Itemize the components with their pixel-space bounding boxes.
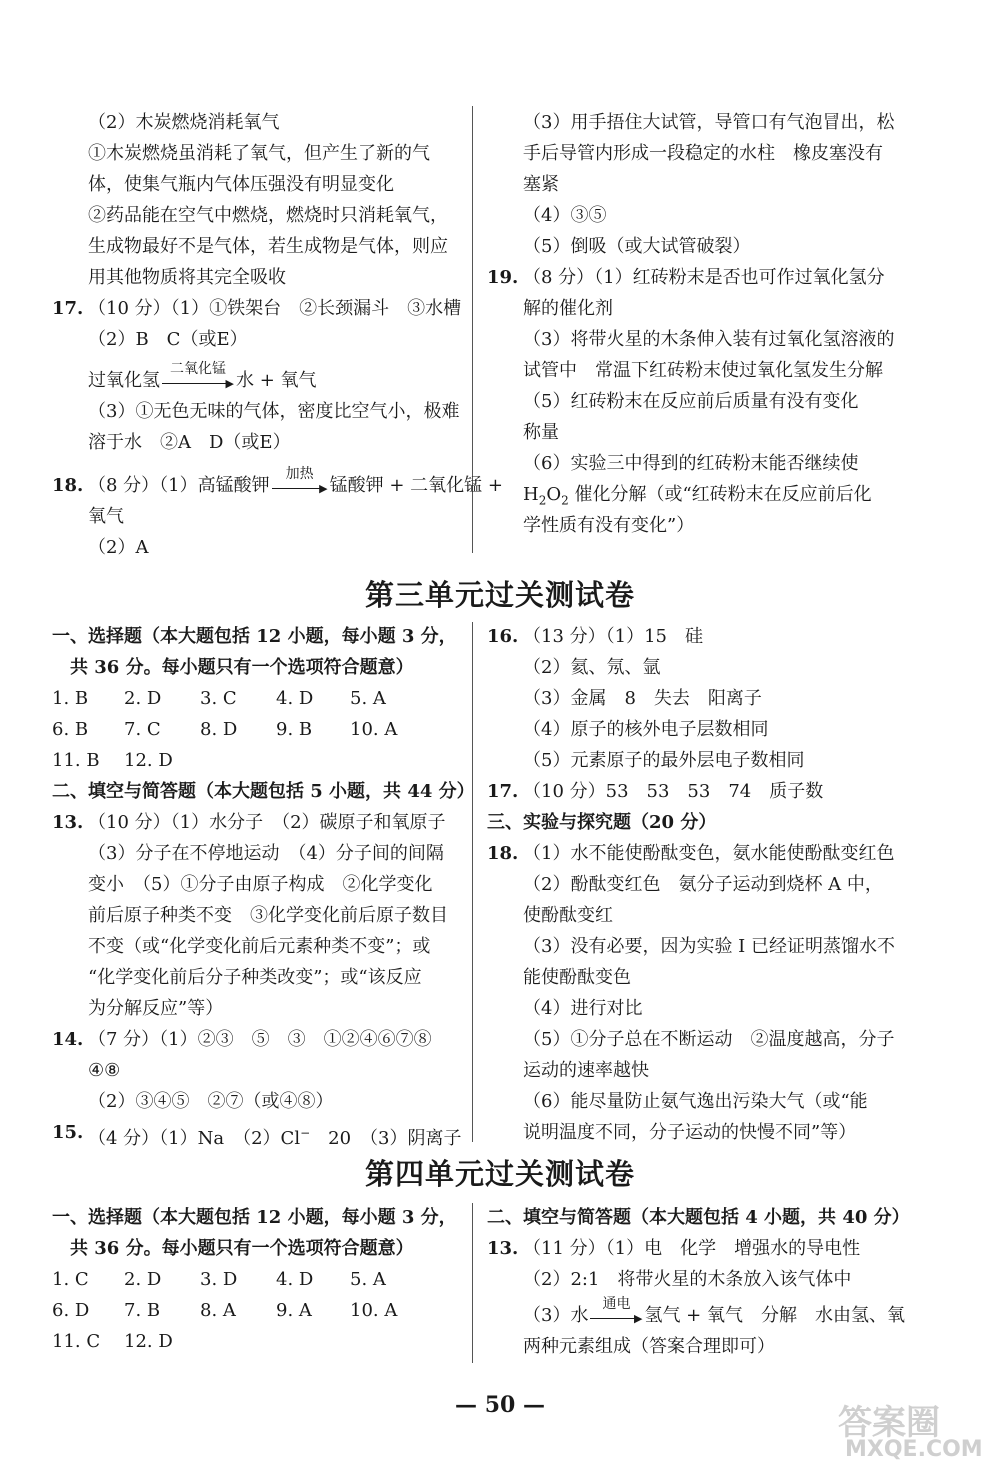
reaction-condition: 加热: [285, 466, 314, 482]
text-line: 生成物最好不是气体，若生成物是气体，则应: [88, 236, 448, 257]
text-line: （2）A: [88, 537, 149, 558]
text-line: （6）实验三中得到的红砖粉末能否继续使: [523, 453, 859, 474]
text-line: （2）2:1 将带火星的木条放入该气体中: [523, 1269, 852, 1290]
watermark-text: 答案圈: [838, 1403, 940, 1443]
answer: 5. A: [350, 1269, 386, 1290]
text-line: 塞紧: [523, 174, 559, 195]
formula-line: [523, 484, 872, 512]
text-line: （2）③④⑤ ②⑦（或④⑧）: [88, 1091, 334, 1112]
answer: 4. D: [276, 688, 314, 709]
text-line: （4）原子的核外电子层数相同: [523, 719, 769, 740]
page-number: — 50 —: [455, 1392, 545, 1418]
text-line: [88, 1122, 462, 1150]
text-line: 说明温度不同，分子运动的快慢不同”等）: [523, 1122, 857, 1143]
text-line: （10 分）（1）水分子 （2）碳原子和氧原子: [88, 812, 446, 833]
products: 锰酸钾 + 二氧化锰 +: [329, 475, 503, 496]
answer: 11. B: [52, 750, 100, 771]
answer: 4. D: [276, 1269, 314, 1290]
answer: 7. C: [124, 719, 161, 740]
text-line: （4）③⑤: [523, 205, 607, 226]
answer: 2. D: [124, 1269, 162, 1290]
reaction-arrow: 二氧化锰 ▶: [160, 370, 236, 392]
text-line: 前后原子种类不变 ③化学变化前后原子数目: [88, 905, 448, 926]
text-line: （5）红砖粉末在反应前后质量有没有变化: [523, 391, 859, 412]
text-line: 溶于水 ②A D（或E）: [88, 432, 291, 453]
section-heading: 一、选择题（本大题包括 12 小题，每小题 3 分，: [52, 1207, 457, 1228]
text-part: （4 分）（1）Na （2）Cl: [88, 1128, 301, 1149]
text-line: （1）水不能使酚酞变色，氨水能使酚酞变红色: [523, 843, 895, 864]
question-number: 14.: [52, 1029, 84, 1050]
reaction-arrow: 通电 ▶: [588, 1305, 644, 1327]
answer: 11. C: [52, 1331, 101, 1352]
reactant: （3）水: [523, 1305, 589, 1326]
text-part: 20 （3）阴离子: [310, 1128, 462, 1149]
answer: 1. B: [52, 688, 89, 709]
formula-h: H: [523, 484, 539, 505]
question-number: 17.: [52, 298, 84, 319]
text-line: （7 分）（1）②③ ⑤ ③ ①②④⑥⑦⑧: [88, 1029, 432, 1050]
text-line: （3）分子在不停地运动 （4）分子间的间隔: [88, 843, 444, 864]
subscript: 2: [561, 493, 569, 508]
text-line: （13 分）（1）15 硅: [523, 626, 703, 647]
answer: 2. D: [124, 688, 162, 709]
reactant: 过氧化氢: [88, 370, 160, 391]
section-heading: 二、填空与简答题（本大题包括 4 小题，共 40 分）: [487, 1207, 910, 1228]
section-heading: 二、填空与简答题（本大题包括 5 小题，共 44 分）: [52, 781, 475, 802]
unit3-title: 第三单元过关测试卷: [364, 578, 635, 612]
text-line: ②药品能在空气中燃烧，燃烧时只消耗氧气，: [88, 205, 448, 226]
section-heading: 一、选择题（本大题包括 12 小题，每小题 3 分，: [52, 626, 457, 647]
text-line: （4）进行对比: [523, 998, 643, 1019]
answer: 9. A: [276, 1300, 312, 1321]
formula-text: 催化分解（或“红砖粉末在反应前后化: [568, 484, 872, 505]
text-line: （6）能尽量防止氨气逸出污染大气（或“能: [523, 1091, 868, 1112]
equation-prefix: （8 分）（1）高锰酸钾: [88, 475, 270, 496]
text-line: （2）木炭燃烧消耗氧气: [88, 112, 280, 133]
column-divider-unit3: [472, 622, 473, 1142]
text-line: 解的催化剂: [523, 298, 613, 319]
text-line: （3）将带火星的木条伸入装有过氧化氢溶液的: [523, 329, 895, 350]
text-line: 不变（或“化学变化前后元素种类不变”；或: [88, 936, 431, 957]
answer: 7. B: [124, 1300, 161, 1321]
question-number: 13.: [52, 812, 84, 833]
reaction-arrow: 加热 ▶: [270, 475, 330, 497]
answer: 8. D: [200, 719, 238, 740]
text-line: （3）用手捂住大试管，导管口有气泡冒出，松: [523, 112, 895, 133]
superscript: −: [300, 1126, 311, 1140]
text-line: ①木炭燃烧虽消耗了氧气，但产生了新的气: [88, 143, 430, 164]
subscript: 2: [538, 493, 547, 508]
question-number: 13.: [487, 1238, 519, 1259]
text-line: （2）B C（或E）: [88, 329, 248, 350]
answer: 3. D: [200, 1269, 238, 1290]
question-number: 18.: [52, 475, 84, 496]
section-heading: 共 36 分。每小题只有一个选项符合题意）: [70, 657, 414, 678]
unit4-title: 第四单元过关测试卷: [364, 1157, 635, 1191]
question-number: 15.: [52, 1122, 84, 1143]
question-number: 19.: [487, 267, 519, 288]
text-line: 体，使集气瓶内气体压强没有明显变化: [88, 174, 394, 195]
formula-o: O: [546, 484, 562, 505]
equation: [88, 466, 503, 497]
text-line: 使酚酞变红: [523, 905, 613, 926]
text-line: “化学变化前后分子种类改变”；或“该反应: [88, 967, 422, 988]
text-line: 为分解反应”等）: [88, 998, 224, 1019]
products: 水 + 氧气: [236, 370, 317, 391]
text-line: 两种元素组成（答案合理即可）: [523, 1336, 775, 1357]
question-number: 18.: [487, 843, 519, 864]
answer: 3. C: [200, 688, 237, 709]
answer: 10. A: [350, 719, 398, 740]
text-line: （5）倒吸（或大试管破裂）: [523, 236, 751, 257]
text-line: 用其他物质将其完全吸收: [88, 267, 286, 288]
text-line: （5）元素原子的最外层电子数相同: [523, 750, 805, 771]
column-divider-unit4: [472, 1203, 473, 1363]
text-line: 氧气: [88, 506, 124, 527]
text-line: 运动的速率越快: [523, 1060, 649, 1081]
section-heading: 三、实验与探究题（20 分）: [487, 812, 717, 833]
answer: 12. D: [124, 750, 173, 771]
answer: 5. A: [350, 688, 386, 709]
text-line: 变小 （5）①分子由原子构成 ②化学变化: [88, 874, 433, 895]
answer: 9. B: [276, 719, 313, 740]
question-number: 16.: [487, 626, 519, 647]
text-line: 学性质有没有变化”）: [523, 515, 695, 536]
reaction-condition: 通电: [602, 1296, 631, 1312]
equation: [523, 1296, 905, 1327]
text-line: （8 分）（1）红砖粉末是否也可作过氧化氢分: [523, 267, 885, 288]
question-number: 17.: [487, 781, 519, 802]
text-line: （10 分）（1）①铁架台 ②长颈漏斗 ③水槽: [88, 298, 462, 319]
text-line: ④⑧: [88, 1060, 121, 1081]
text-line: （5）①分子总在不断运动 ②温度越高，分子: [523, 1029, 895, 1050]
answer: 6. D: [52, 1300, 90, 1321]
answer: 10. A: [350, 1300, 398, 1321]
text-line: （10 分）53 53 53 74 质子数: [523, 781, 824, 802]
answer: 1. C: [52, 1269, 89, 1290]
section-heading: 共 36 分。每小题只有一个选项符合题意）: [70, 1238, 414, 1259]
answer: 6. B: [52, 719, 89, 740]
reaction-condition: 二氧化锰: [170, 361, 226, 377]
text-line: （11 分）（1）电 化学 增强水的导电性: [523, 1238, 861, 1259]
text-line: （3）没有必要，因为实验 I 已经证明蒸馏水不: [523, 936, 896, 957]
equation: [88, 361, 317, 392]
text-line: 试管中 常温下红砖粉末使过氧化氢发生分解: [523, 360, 883, 381]
text-line: 手后导管内形成一段稳定的水柱 橡皮塞没有: [523, 143, 883, 164]
text-line: （2）酚酞变红色 氨分子运动到烧杯 A 中，: [523, 874, 883, 895]
text-line: （3）金属 8 失去 阳离子: [523, 688, 762, 709]
products: 氢气 + 氧气 分解 水由氢、氧: [644, 1305, 905, 1326]
answer: 12. D: [124, 1331, 173, 1352]
text-line: 称量: [523, 422, 559, 443]
watermark-url: MXQE.COM: [845, 1437, 983, 1462]
text-line: （2）氦、氖、氩: [523, 657, 661, 678]
text-line: （3）①无色无味的气体，密度比空气小，极难: [88, 401, 460, 422]
answer: 8. A: [200, 1300, 236, 1321]
text-line: 能使酚酞变色: [523, 967, 631, 988]
